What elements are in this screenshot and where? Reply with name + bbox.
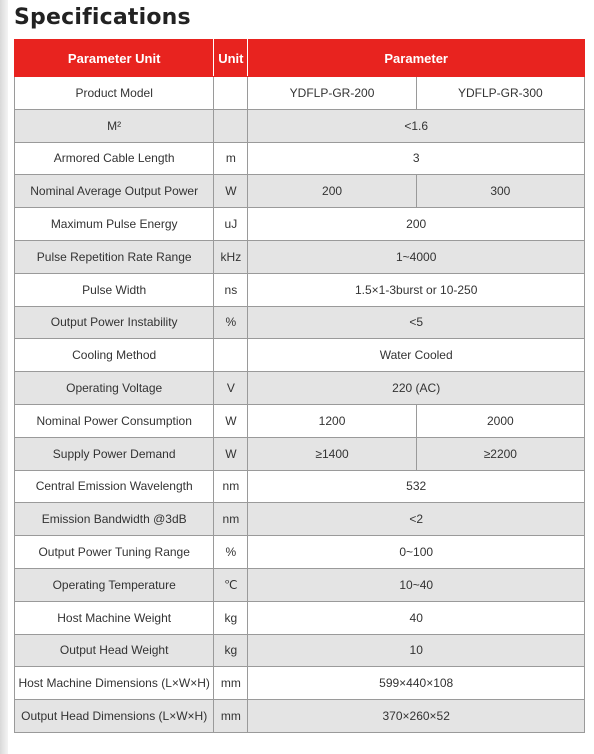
row-value: 220 (AC) — [248, 372, 585, 405]
table-row — [15, 273, 585, 306]
row-name: Operating Temperature — [15, 568, 214, 601]
row-name: Pulse Width — [15, 273, 214, 306]
row-unit: ns — [214, 273, 248, 306]
row-unit: uJ — [214, 208, 248, 241]
row-value: 1~4000 — [248, 240, 585, 273]
table-row — [15, 240, 585, 273]
table-row — [15, 208, 585, 241]
table-row — [15, 77, 585, 110]
row-unit: mm — [214, 700, 248, 733]
row-value-1: 1200 — [248, 404, 416, 437]
row-value: Water Cooled — [248, 339, 585, 372]
row-unit: nm — [214, 503, 248, 536]
row-value-1: ≥1400 — [248, 437, 416, 470]
table-header-row — [15, 40, 585, 77]
row-value-2: YDFLP-GR-300 — [416, 77, 584, 110]
row-value: 532 — [248, 470, 585, 503]
row-name: Supply Power Demand — [15, 437, 214, 470]
row-unit: ℃ — [214, 568, 248, 601]
table-row — [15, 536, 585, 569]
row-value-1: YDFLP-GR-200 — [248, 77, 416, 110]
page-title: Specifications — [14, 5, 191, 30]
row-name: Product Model — [15, 77, 214, 110]
table-row — [15, 667, 585, 700]
row-unit: W — [214, 437, 248, 470]
row-unit: kg — [214, 601, 248, 634]
table-row — [15, 700, 585, 733]
row-value: 200 — [248, 208, 585, 241]
row-value: 599×440×108 — [248, 667, 585, 700]
left-edge-shade — [0, 0, 8, 754]
row-unit — [214, 339, 248, 372]
row-unit: % — [214, 306, 248, 339]
row-name: Nominal Power Consumption — [15, 404, 214, 437]
row-value: <1.6 — [248, 109, 585, 142]
row-name: Output Head Weight — [15, 634, 214, 667]
row-value-1: 200 — [248, 175, 416, 208]
table-row — [15, 339, 585, 372]
row-value-2: ≥2200 — [416, 437, 584, 470]
row-unit: V — [214, 372, 248, 405]
row-unit: W — [214, 404, 248, 437]
table-row — [15, 372, 585, 405]
row-value: 40 — [248, 601, 585, 634]
row-unit: kg — [214, 634, 248, 667]
table-row — [15, 175, 585, 208]
row-name: M² — [15, 109, 214, 142]
row-value: 10 — [248, 634, 585, 667]
specifications-table — [14, 39, 585, 733]
table-row — [15, 634, 585, 667]
row-unit: % — [214, 536, 248, 569]
table-row — [15, 306, 585, 339]
row-name: Central Emission Wavelength — [15, 470, 214, 503]
row-unit: kHz — [214, 240, 248, 273]
row-name: Host Machine Dimensions (L×W×H) — [15, 667, 214, 700]
table-row — [15, 470, 585, 503]
row-name: Pulse Repetition Rate Range — [15, 240, 214, 273]
row-value: <2 — [248, 503, 585, 536]
header-parameter: Parameter — [248, 40, 585, 77]
table-row — [15, 568, 585, 601]
row-name: Operating Voltage — [15, 372, 214, 405]
row-unit: nm — [214, 470, 248, 503]
table-row — [15, 142, 585, 175]
row-unit: mm — [214, 667, 248, 700]
table-row — [15, 404, 585, 437]
row-unit — [214, 77, 248, 110]
row-value: <5 — [248, 306, 585, 339]
table-row — [15, 437, 585, 470]
header-unit: Unit — [214, 40, 248, 77]
row-name: Nominal Average Output Power — [15, 175, 214, 208]
row-name: Maximum Pulse Energy — [15, 208, 214, 241]
table-row — [15, 503, 585, 536]
row-name: Armored Cable Length — [15, 142, 214, 175]
row-value: 3 — [248, 142, 585, 175]
row-name: Output Power Tuning Range — [15, 536, 214, 569]
row-unit: W — [214, 175, 248, 208]
row-value-2: 300 — [416, 175, 584, 208]
row-name: Output Power Instability — [15, 306, 214, 339]
row-name: Cooling Method — [15, 339, 214, 372]
row-name: Emission Bandwidth @3dB — [15, 503, 214, 536]
table-row — [15, 601, 585, 634]
header-parameter-unit: Parameter Unit — [15, 40, 214, 77]
row-unit: m — [214, 142, 248, 175]
row-name: Output Head Dimensions (L×W×H) — [15, 700, 214, 733]
row-value: 1.5×1-3burst or 10-250 — [248, 273, 585, 306]
row-unit — [214, 109, 248, 142]
row-value: 0~100 — [248, 536, 585, 569]
row-value: 10~40 — [248, 568, 585, 601]
table-row — [15, 109, 585, 142]
row-value-2: 2000 — [416, 404, 584, 437]
row-value: 370×260×52 — [248, 700, 585, 733]
row-name: Host Machine Weight — [15, 601, 214, 634]
